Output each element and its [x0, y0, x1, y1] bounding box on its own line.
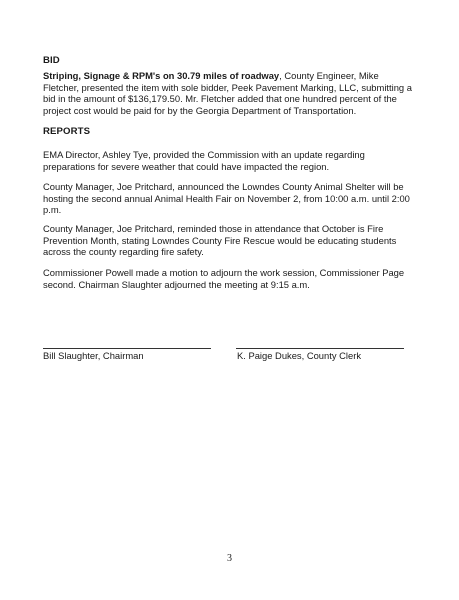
- report-paragraph-ema: EMA Director, Ashley Tye, provided the Commission with an update regarding preparations for severe weather that could have impacted the region.: [43, 149, 365, 172]
- bid-heading: BID: [43, 55, 60, 66]
- page-number: 3: [227, 553, 232, 564]
- reports-heading: REPORTS: [43, 126, 91, 137]
- bid-item-title: Striping, Signage & RPM's on 30.79 miles of roadway: [43, 70, 280, 81]
- chairman-signature-name: Bill Slaughter, Chairman: [43, 350, 144, 361]
- clerk-signature-line: [236, 348, 404, 349]
- bid-paragraph: [43, 70, 415, 116]
- chairman-signature-line: [43, 348, 211, 349]
- bid-item-body: , County Engineer, Mike Fletcher, presented the item with sole bidder, Peek Pavement Marking, LLC, submitting a bid in the amount of $136,179.50. Mr. Fletcher added that one hundred percent of the project cost would be paid for by the Georgia Department of Transportation.: [43, 70, 412, 116]
- report-paragraph-fire-prevention: County Manager, Joe Pritchard, reminded those in attendance that October is Fire Prevention Month, stating Lowndes County Fire Rescue would be educating students across the county regarding fire safety.: [43, 223, 397, 258]
- report-paragraph-animal-health-fair: County Manager, Joe Pritchard, announced the Lowndes County Animal Shelter will be hosting the second annual Animal Health Fair on November 2, from 10:00 a.m. until 2:00 p.m.: [43, 181, 410, 216]
- clerk-signature-name: K. Paige Dukes, County Clerk: [237, 350, 362, 361]
- adjournment-paragraph: Commissioner Powell made a motion to adjourn the work session, Commissioner Page second. Chairman Slaughter adjourned the meeting at 9:15 a.m.: [43, 267, 405, 290]
